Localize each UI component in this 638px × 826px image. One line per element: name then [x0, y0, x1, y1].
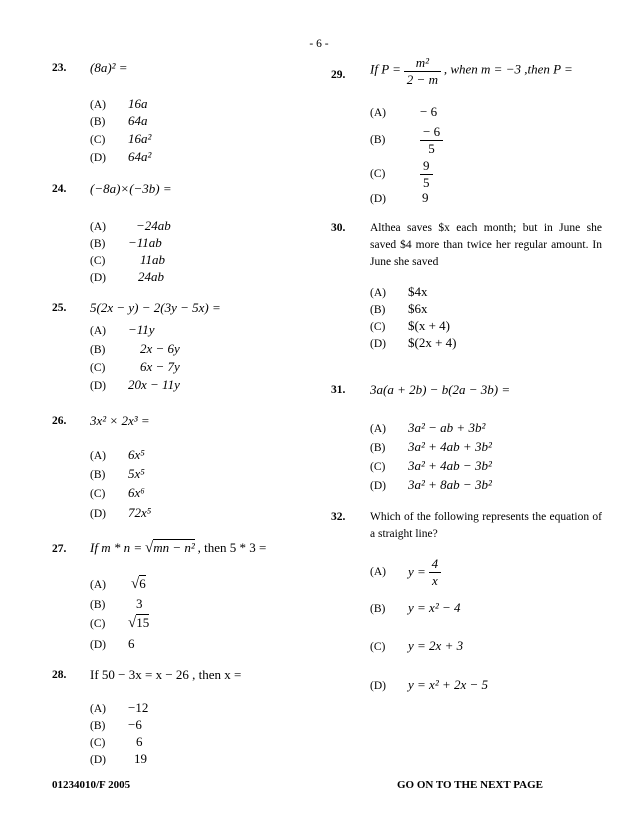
option-d: (D) $(2x + 4): [370, 335, 457, 350]
option-b: (B) y = x² − 4: [370, 600, 461, 615]
question-stem: Althea saves $x each month; but in June she saved $4 more than twice her regular amount. In June she saved: [370, 222, 602, 268]
option-a: (A) $4x: [370, 284, 428, 299]
option-b: (B) $6x: [370, 301, 428, 316]
next-page-notice: GO ON TO THE NEXT PAGE: [397, 779, 543, 791]
option-a: (A) 16a: [90, 96, 148, 111]
question-number: 27.: [52, 543, 67, 555]
question-number: 31.: [331, 384, 346, 396]
option-a: (A) 6x⁵: [90, 447, 145, 462]
option-c: (C) 6x⁶: [90, 485, 145, 500]
option-a: (A) y = $\frac{4}{x}$: [370, 556, 441, 588]
option-b: (B) 64a: [90, 113, 148, 128]
option-b: (B) 5x⁵: [90, 466, 145, 481]
option-b: (B) −6: [90, 717, 142, 732]
question-stem: If m * n = √mn − n² , then 5 * 3 =: [90, 540, 267, 556]
page-number: - 6 -: [309, 38, 329, 50]
option-a: (A) − 6: [370, 104, 438, 119]
option-a: (A) −24ab: [90, 218, 171, 233]
question-number: 26.: [52, 415, 67, 427]
option-d: (D) 9: [370, 190, 429, 205]
option-c: (C) 16a²: [90, 131, 152, 146]
question-number: 28.: [52, 669, 67, 681]
option-a: (A) 3a² − ab + 3b²: [370, 420, 486, 435]
option-d: (D) 20x − 11y: [90, 377, 180, 392]
option-d: (D) 72x⁵: [90, 505, 152, 520]
option-d: (D) 24ab: [90, 269, 164, 284]
fraction: $\frac{\text{m²}}{2 - m}$: [404, 55, 441, 87]
option-b: (B) 3a² + 4ab + 3b²: [370, 439, 492, 454]
question-stem: (8a)² =: [90, 60, 128, 75]
option-c: (C) $(x + 4): [370, 318, 450, 333]
option-c: (C) 6x − 7y: [90, 359, 180, 374]
option-c: (C) y = 2x + 3: [370, 638, 464, 653]
option-a: (A) −11y: [90, 322, 155, 337]
question-stem: Which of the following represents the equation of a straight line?: [370, 511, 602, 540]
option-d: (D) y = x² + 2x − 5: [370, 677, 489, 692]
option-a: (A) −12: [90, 700, 149, 715]
question-stem: (−8a)×(−3b) =: [90, 181, 172, 196]
question-number: 32.: [331, 511, 346, 523]
question-number: 25.: [52, 302, 67, 314]
option-d: (D) 6: [90, 636, 135, 651]
option-d: (D) 3a² + 8ab − 3b²: [370, 477, 492, 492]
question-number: 30.: [331, 222, 346, 234]
option-b: (B) $\frac{- 6}{5}$: [370, 124, 443, 156]
option-b: (B) −11ab: [90, 235, 162, 250]
question-number: 29.: [331, 69, 346, 81]
paper-code: 01234010/F 2005: [52, 779, 131, 791]
option-b: (B) 3: [90, 596, 143, 611]
question-stem: If 50 − 3x = x − 26 , then x =: [90, 667, 242, 682]
question-number: 23.: [52, 62, 67, 74]
question-stem: 5(2x − y) − 2(3y − 5x) =: [90, 300, 221, 315]
option-c: (C) 3a² + 4ab − 3b²: [370, 458, 492, 473]
option-c: (C) √15: [90, 615, 150, 631]
option-c: (C) $\frac{9}{5}$: [370, 158, 433, 190]
option-b: (B) 2x − 6y: [90, 341, 180, 356]
question-stem: 3a(a + 2b) − b(2a − 3b) =: [370, 382, 511, 397]
option-d: (D) 64a²: [90, 149, 152, 164]
option-c: (C) 11ab: [90, 252, 166, 267]
option-d: (D) 19: [90, 751, 147, 766]
question-stem: If P = $\frac{\text{m²}}{2 - m}$ , when m = −3 ,then P =: [370, 55, 573, 87]
option-c: (C) 6: [90, 734, 143, 749]
question-number: 24.: [52, 183, 67, 195]
option-a: (A) √6: [90, 576, 146, 592]
question-stem: 3x² × 2x³ =: [90, 413, 150, 428]
